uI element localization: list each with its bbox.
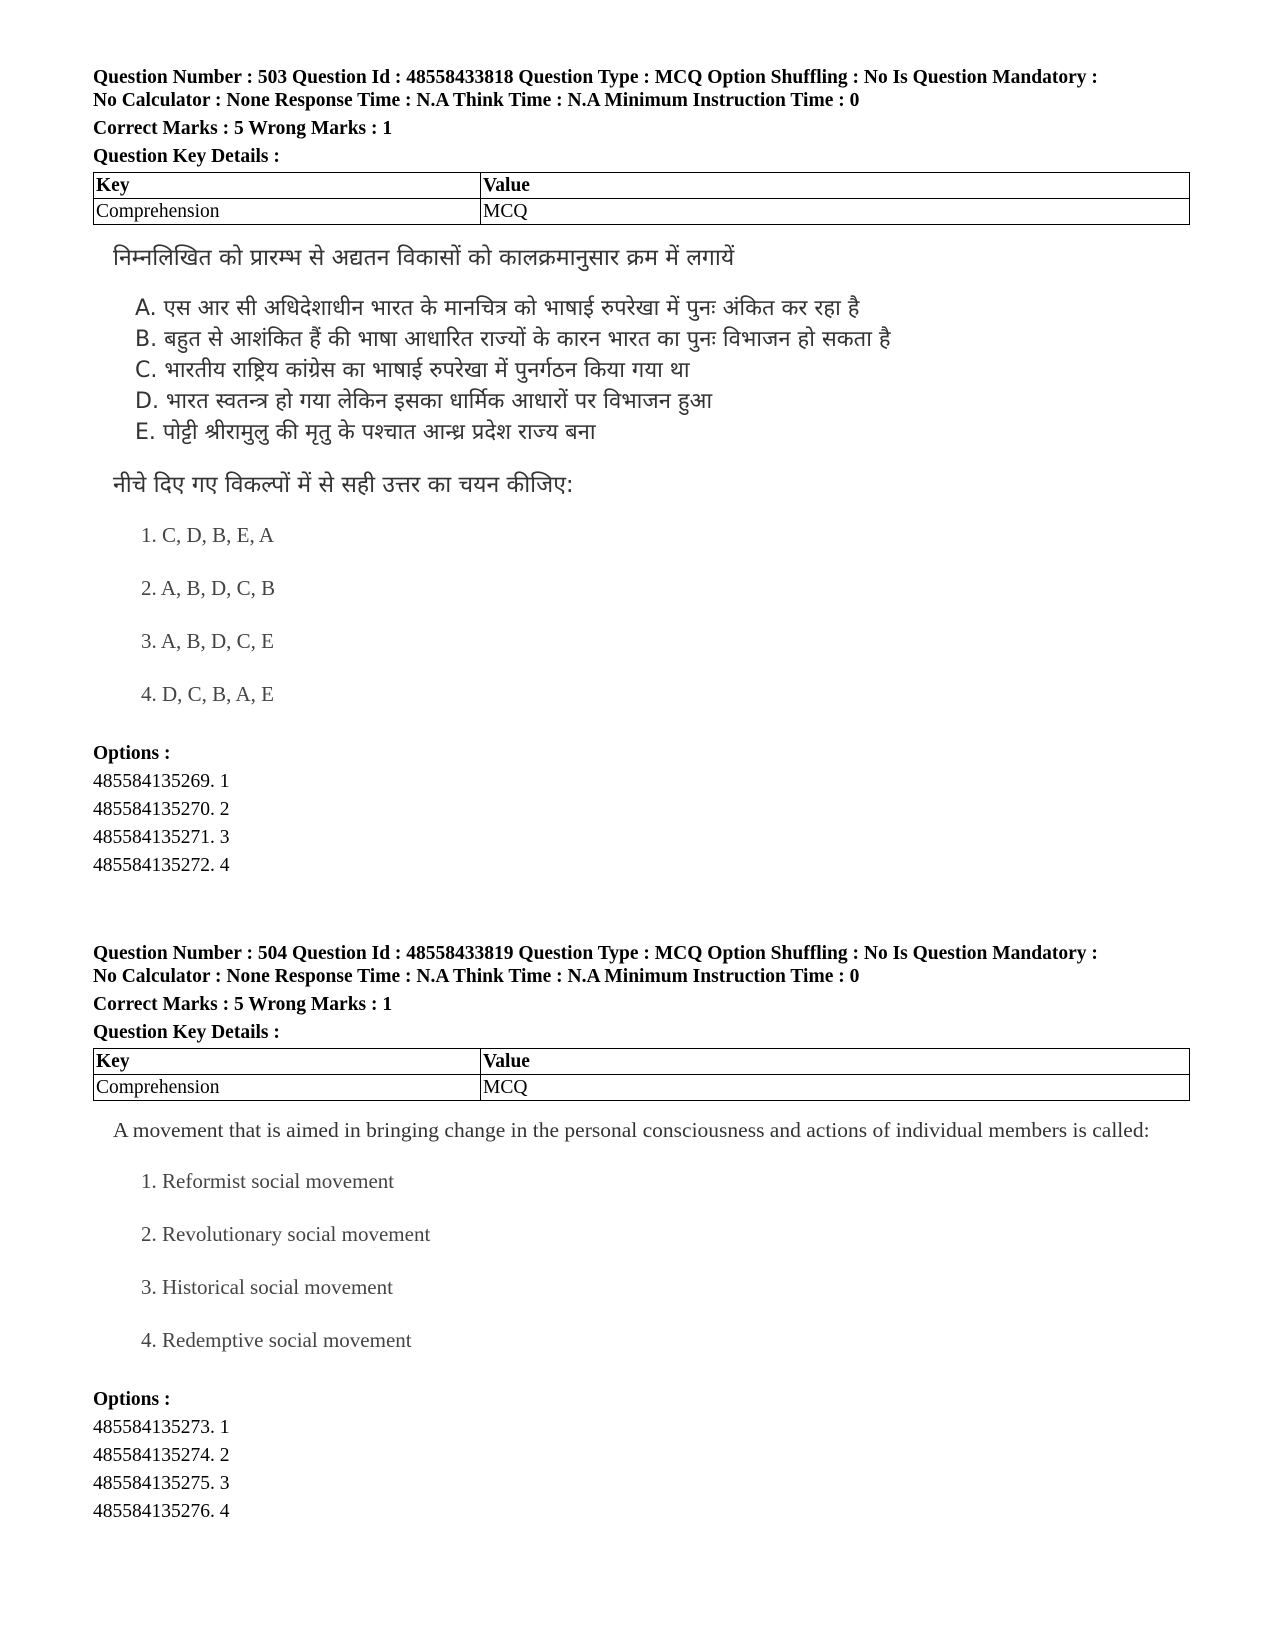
question-meta <box>93 942 1183 988</box>
statement-item: A. एस आर सी अधिदेशाधीन भारत के मानचित्र को भाषाई रुपरेखा में पुनः अंकित कर रहा है <box>135 296 860 321</box>
table-header-value: Value <box>481 1049 1190 1075</box>
choice-item: 2. A, B, D, C, B <box>141 576 276 600</box>
key-value-table <box>93 1048 1190 1101</box>
table-row <box>94 199 1190 225</box>
question-stem: निम्नलिखित को प्रारम्भ से अद्यतन विकासों को कालक्रमानुसार क्रम में लगायें <box>113 245 735 271</box>
table-cell-key: Comprehension <box>94 199 481 225</box>
key-value-table <box>93 172 1190 225</box>
options-title: Options : <box>93 1389 171 1410</box>
statement-item: D. भारत स्वतन्त्र हो गया लेकिन इसका धार्मिक आधारों पर विभाजन हुआ <box>135 389 713 414</box>
statement-item: C. भारतीय राष्ट्रिय कांग्रेस का भाषाई रुपरेखा में पुनर्गठन किया गया था <box>135 358 690 383</box>
option-id-list <box>93 768 1183 880</box>
question-content <box>113 1117 1183 1376</box>
table-header-key: Key <box>94 173 481 199</box>
marks-line: Correct Marks : 5 Wrong Marks : 1 <box>93 994 393 1015</box>
statement-list <box>135 293 1183 448</box>
table-header-row <box>94 1049 1190 1075</box>
option-id-item: 485584135271. 3 <box>93 827 230 848</box>
statement-item: B. बहुत से आशंकित हैं की भाषा आधारित राज्यों के कारन भारत का पुनः विभाजन हो सकता है <box>135 327 891 352</box>
option-id-item: 485584135274. 2 <box>93 1445 230 1466</box>
table-cell-value: MCQ <box>481 1075 1190 1101</box>
table-header-key: Key <box>94 1049 481 1075</box>
key-details-label: Question Key Details : <box>93 1022 280 1043</box>
marks-line: Correct Marks : 5 Wrong Marks : 1 <box>93 118 393 139</box>
table-row <box>94 1075 1190 1101</box>
choice-list <box>141 1164 1183 1376</box>
choice-item: 4. D, C, B, A, E <box>141 682 275 706</box>
option-id-item: 485584135275. 3 <box>93 1473 230 1494</box>
table-cell-value: MCQ <box>481 199 1190 225</box>
option-id-item: 485584135270. 2 <box>93 799 230 820</box>
choice-item: 1. Reformist social movement <box>141 1169 395 1193</box>
choice-item: 3. Historical social movement <box>141 1275 393 1299</box>
table-header-row <box>94 173 1190 199</box>
statement-item: E. पोट्टी श्रीरामुलु की मृतु के पश्चात आन्ध्र प्रदेश राज्य बना <box>135 420 596 445</box>
choice-list <box>141 518 1183 730</box>
table-header-value: Value <box>481 173 1190 199</box>
options-title: Options : <box>93 743 171 764</box>
question-meta-line2: No Calculator : None Response Time : N.A Think Time : N.A Minimum Instruction Time : 0 <box>93 966 860 987</box>
table-cell-key: Comprehension <box>94 1075 481 1101</box>
question-stem: A movement that is aimed in bringing change in the personal consciousness and actions of individual members is called: <box>113 1118 1150 1142</box>
choice-item: 3. A, B, D, C, E <box>141 629 275 653</box>
question-meta-line1: Question Number : 504 Question Id : 48558433819 Question Type : MCQ Option Shuffling : No Is Question Mandatory : <box>93 943 1098 964</box>
question-block-504 <box>93 942 1183 1526</box>
option-id-item: 485584135276. 4 <box>93 1501 230 1522</box>
choice-item: 1. C, D, B, E, A <box>141 523 275 547</box>
choice-item: 4. Redemptive social movement <box>141 1328 412 1352</box>
question-meta-line1: Question Number : 503 Question Id : 48558433818 Question Type : MCQ Option Shuffling : No Is Question Mandatory : <box>93 67 1098 88</box>
option-id-item: 485584135273. 1 <box>93 1417 230 1438</box>
option-id-item: 485584135269. 1 <box>93 771 230 792</box>
question-meta-line2: No Calculator : None Response Time : N.A Think Time : N.A Minimum Instruction Time : 0 <box>93 90 860 111</box>
question-block-503 <box>93 66 1183 880</box>
choose-instruction: नीचे दिए गए विकल्पों में से सही उत्तर का चयन कीजिए: <box>113 472 574 498</box>
question-content <box>113 243 1183 730</box>
choice-item: 2. Revolutionary social movement <box>141 1222 431 1246</box>
option-id-list <box>93 1414 1183 1526</box>
option-id-item: 485584135272. 4 <box>93 855 230 876</box>
question-meta <box>93 66 1183 112</box>
key-details-label: Question Key Details : <box>93 146 280 167</box>
